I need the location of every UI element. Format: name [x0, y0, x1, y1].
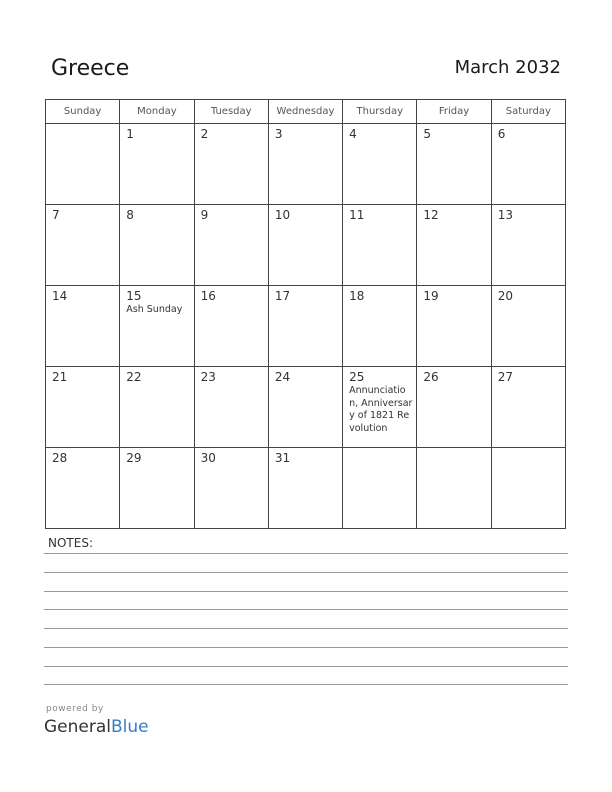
- day-cell: [194, 367, 268, 448]
- notes-label: NOTES:: [48, 536, 93, 550]
- note-line: [44, 628, 568, 629]
- day-number: 25: [349, 370, 365, 384]
- day-cell: [120, 286, 194, 367]
- week-row: [46, 124, 566, 205]
- day-cell: [120, 448, 194, 529]
- holiday-label: Ash Sunday: [126, 304, 183, 315]
- day-number: 27: [497, 370, 513, 384]
- day-number: 3: [274, 127, 283, 141]
- weekday-tuesday: Tuesday: [194, 100, 268, 124]
- brand-first: General: [44, 717, 111, 737]
- day-number: 2: [200, 127, 209, 141]
- day-number: 17: [274, 289, 291, 303]
- day-cell: [46, 367, 120, 448]
- powered-by-text: powered by: [46, 704, 104, 714]
- day-cell: [194, 448, 268, 529]
- day-number: 6: [497, 127, 506, 141]
- day-number: 21: [52, 370, 68, 384]
- note-line: [44, 572, 568, 573]
- day-number: 14: [52, 289, 68, 303]
- day-cell: [343, 286, 417, 367]
- day-cell: [417, 205, 491, 286]
- weekday-monday: Monday: [120, 100, 194, 124]
- day-number: 8: [126, 208, 134, 222]
- day-number: 10: [274, 208, 291, 222]
- day-number: 13: [497, 208, 513, 222]
- weekday-saturday: Saturday: [491, 100, 565, 124]
- day-cell: [194, 124, 268, 205]
- country-title: Greece: [51, 56, 130, 81]
- day-number: 18: [349, 289, 365, 303]
- day-number: 12: [423, 208, 439, 222]
- day-cell: [268, 448, 342, 529]
- weekday-sunday: Sunday: [46, 100, 120, 124]
- day-cell: [491, 124, 565, 205]
- day-cell: [343, 205, 417, 286]
- day-cell: [343, 124, 417, 205]
- day-number: 31: [274, 451, 291, 465]
- holiday-label: Annunciation, Anniversary of 1821 Revolution: [349, 385, 413, 434]
- day-cell: [46, 448, 120, 529]
- day-number: 16: [200, 289, 216, 303]
- day-cell: [46, 124, 120, 205]
- day-cell: [491, 205, 565, 286]
- week-row: [46, 205, 566, 286]
- day-cell: [268, 205, 342, 286]
- day-number: 28: [52, 451, 68, 465]
- day-cell: [417, 448, 491, 529]
- day-number: 1: [126, 127, 134, 141]
- weekday-header-row: [46, 100, 566, 124]
- day-number: 23: [200, 370, 216, 384]
- day-number: 15: [126, 289, 142, 303]
- day-cell: [417, 286, 491, 367]
- day-number: 20: [497, 289, 513, 303]
- day-number: 11: [349, 208, 365, 222]
- day-cell: [417, 124, 491, 205]
- day-cell: [343, 448, 417, 529]
- note-line: [44, 553, 568, 554]
- weekday-thursday: Thursday: [343, 100, 417, 124]
- day-number: 4: [349, 127, 357, 141]
- day-cell: [120, 367, 194, 448]
- day-cell: [194, 286, 268, 367]
- day-cell: [46, 286, 120, 367]
- day-cell: [491, 448, 565, 529]
- note-line: [44, 684, 568, 685]
- weekday-friday: Friday: [417, 100, 491, 124]
- month-year-title: March 2032: [454, 57, 561, 78]
- day-number: 5: [423, 127, 432, 141]
- week-row: [46, 286, 566, 367]
- day-cell: [417, 367, 491, 448]
- day-cell: [491, 367, 565, 448]
- week-row: [46, 367, 566, 448]
- calendar-grid: [45, 99, 566, 529]
- day-cell: [120, 124, 194, 205]
- day-cell: [268, 367, 342, 448]
- day-number: 26: [423, 370, 439, 384]
- day-number: 7: [52, 208, 60, 222]
- day-cell: [343, 367, 417, 448]
- day-cell: [268, 124, 342, 205]
- note-line: [44, 591, 568, 592]
- day-number: 19: [423, 289, 439, 303]
- day-number: 22: [126, 370, 142, 384]
- note-line: [44, 647, 568, 648]
- note-line: [44, 609, 568, 610]
- day-number: 9: [200, 208, 209, 222]
- note-line: [44, 666, 568, 667]
- day-cell: [120, 205, 194, 286]
- day-cell: [268, 286, 342, 367]
- day-number: 24: [274, 370, 291, 384]
- day-cell: [46, 205, 120, 286]
- day-cell: [491, 286, 565, 367]
- day-cell: [194, 205, 268, 286]
- brand-logo: [44, 716, 149, 738]
- day-number: 30: [200, 451, 216, 465]
- brand-second: Blue: [111, 717, 149, 737]
- week-row: [46, 448, 566, 529]
- day-number: 29: [126, 451, 142, 465]
- weekday-wednesday: Wednesday: [268, 100, 342, 124]
